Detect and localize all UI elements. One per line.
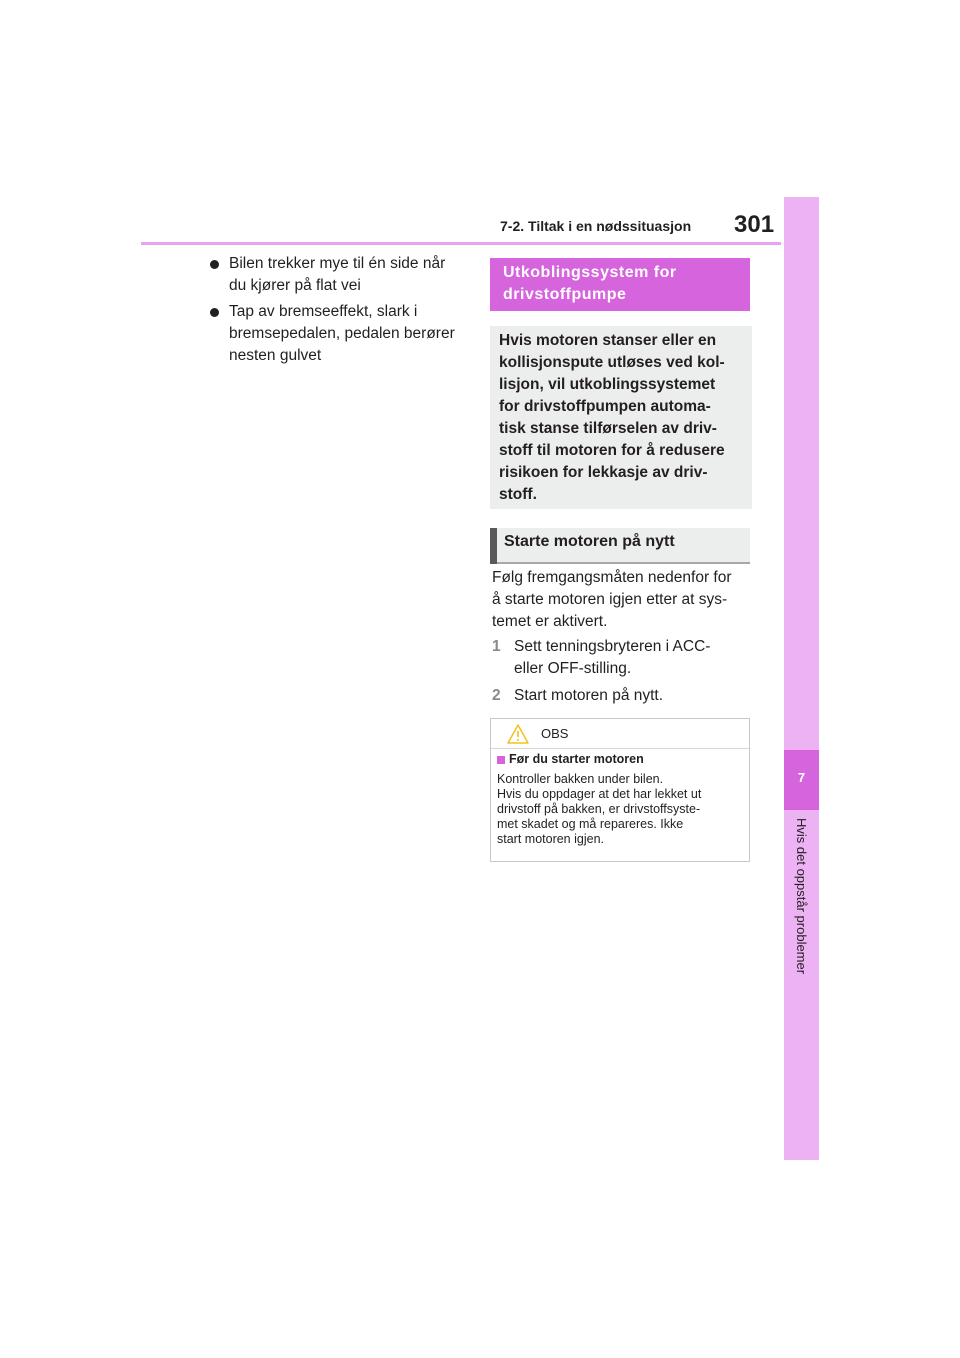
chapter-title: Hvis det oppstår problemer [794, 818, 809, 975]
bullet-text: Tap av bremseeffekt, slark i bremsepedalen, pedalen berører nesten gulvet [229, 303, 455, 364]
step-text: Sett tenningsbryteren i ACC- eller OFF-stilling. [514, 638, 711, 677]
section-title: 7-2. Tiltak i en nødssituasjon [500, 218, 692, 234]
warning-triangle-icon [507, 724, 529, 744]
bullet-dot-icon [210, 260, 219, 269]
intro-box [490, 326, 752, 509]
heading-text: Utkoblingssystem for drivstoffpumpe [503, 264, 677, 303]
restart-engine-heading [490, 528, 750, 564]
chapter-title-container [784, 818, 819, 1008]
fuel-pump-cutoff-heading [490, 258, 750, 311]
notice-text: Kontroller bakken under bilen. Hvis du oppdager at det har lekket ut drivstoff på bakken, er drivstoffsyste- met skadet og må repareres. Ikke start motoren igjen. [497, 772, 702, 846]
bullet-item [210, 301, 470, 367]
header-divider [141, 242, 781, 245]
step-text: Start motoren på nytt. [514, 687, 664, 704]
heading-accent-bar [490, 528, 497, 564]
bullet-text: Bilen trekker mye til én side når du kjører på flat vei [229, 255, 446, 294]
step-item [492, 685, 757, 707]
notice-title: Før du starter motoren [509, 752, 644, 766]
notice-label: OBS [541, 726, 569, 741]
page-number: 301 [734, 211, 775, 238]
body-paragraph: Følg fremgangsmåten nedenfor for å starte motoren igjen etter at sys- temet er aktivert. [492, 569, 732, 630]
caution-notice-box [490, 718, 750, 862]
intro-text: Hvis motoren stanser eller en kollisjonspute utløses ved kol- lisjon, vil utkoblingssystemet for drivstoffpumpen automa- tisk stanse tilførselen av driv- stoff til motoren for å redusere risikoen for lekkasje av driv- stoff. [499, 332, 725, 503]
step-number: 1 [492, 638, 501, 655]
chapter-number: 7 [797, 770, 806, 785]
bullet-dot-icon [210, 308, 219, 317]
notice-header [491, 719, 749, 749]
step-item [492, 636, 757, 680]
square-bullet-icon [497, 756, 505, 764]
bullet-item [210, 253, 470, 297]
heading-text: Starte motoren på nytt [504, 533, 675, 550]
step-number: 2 [492, 687, 501, 704]
chapter-side-tab [784, 197, 819, 1160]
